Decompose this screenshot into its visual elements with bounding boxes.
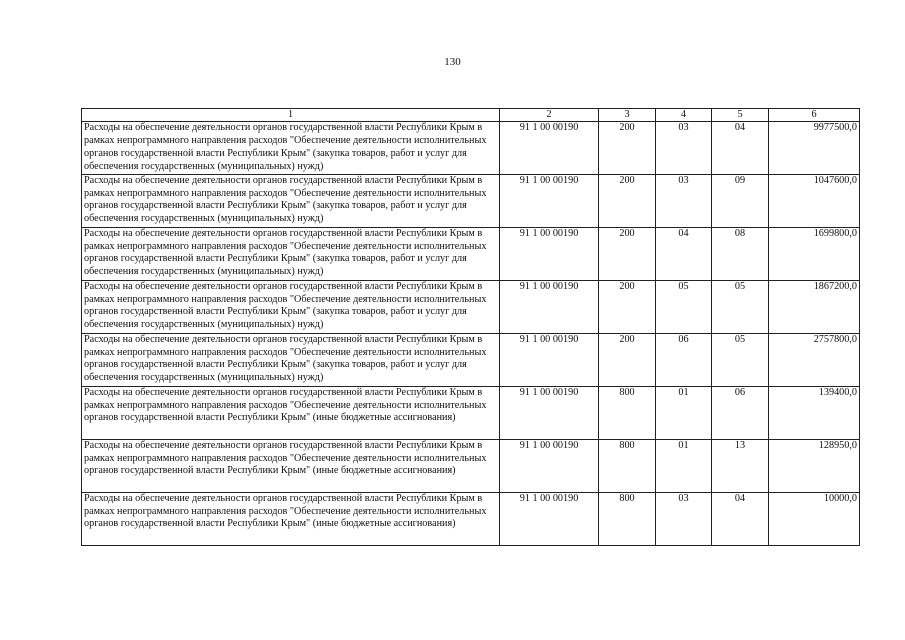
section-code: 01 [656,386,712,439]
section-code: 01 [656,439,712,492]
budget-table [81,108,860,546]
table-header-row [82,109,860,122]
table-row [82,439,860,492]
amount: 139400,0 [769,386,860,439]
subsection-code: 05 [712,280,769,333]
amount: 1867200,0 [769,280,860,333]
target-article-code: 91 1 00 00190 [500,122,599,175]
section-code: 03 [656,122,712,175]
expense-type-code: 200 [599,227,656,280]
target-article-code: 91 1 00 00190 [500,386,599,439]
amount: 9977500,0 [769,122,860,175]
target-article-code: 91 1 00 00190 [500,492,599,545]
target-article-code: 91 1 00 00190 [500,174,599,227]
table-row [82,227,860,280]
expense-description: Расходы на обеспечение деятельности органов государственной власти Республики Крым в рамках непрограммного направления расходов "Обеспечение деятельности исполнительных органов государственной власти Республики Крым" (закупка товаров, работ и услуг для обеспечения государственных (муниципальных) нужд) [82,174,500,227]
section-code: 03 [656,492,712,545]
expense-type-code: 200 [599,122,656,175]
section-code: 03 [656,174,712,227]
subsection-code: 04 [712,492,769,545]
table-row [82,280,860,333]
target-article-code: 91 1 00 00190 [500,333,599,386]
amount: 1699800,0 [769,227,860,280]
expense-type-code: 800 [599,386,656,439]
expense-description: Расходы на обеспечение деятельности органов государственной власти Республики Крым в рамках непрограммного направления расходов "Обеспечение деятельности исполнительных органов государственной власти Республики Крым" (иные бюджетные ассигнования) [82,492,500,545]
target-article-code: 91 1 00 00190 [500,280,599,333]
section-code: 06 [656,333,712,386]
amount: 2757800,0 [769,333,860,386]
target-article-code: 91 1 00 00190 [500,439,599,492]
subsection-code: 05 [712,333,769,386]
amount: 128950,0 [769,439,860,492]
header-col-5: 5 [712,109,769,122]
table-row [82,122,860,175]
expense-type-code: 200 [599,280,656,333]
expense-description: Расходы на обеспечение деятельности органов государственной власти Республики Крым в рамках непрограммного направления расходов "Обеспечение деятельности исполнительных органов государственной власти Республики Крым" (иные бюджетные ассигнования) [82,386,500,439]
expense-description: Расходы на обеспечение деятельности органов государственной власти Республики Крым в рамках непрограммного направления расходов "Обеспечение деятельности исполнительных органов государственной власти Республики Крым" (закупка товаров, работ и услуг для обеспечения государственных (муниципальных) нужд) [82,280,500,333]
expense-type-code: 200 [599,333,656,386]
expense-type-code: 800 [599,492,656,545]
section-code: 04 [656,227,712,280]
subsection-code: 09 [712,174,769,227]
subsection-code: 08 [712,227,769,280]
expense-description: Расходы на обеспечение деятельности органов государственной власти Республики Крым в рамках непрограммного направления расходов "Обеспечение деятельности исполнительных органов государственной власти Республики Крым" (закупка товаров, работ и услуг для обеспечения государственных (муниципальных) нужд) [82,227,500,280]
expense-description: Расходы на обеспечение деятельности органов государственной власти Республики Крым в рамках непрограммного направления расходов "Обеспечение деятельности исполнительных органов государственной власти Республики Крым" (закупка товаров, работ и услуг для обеспечения государственных (муниципальных) нужд) [82,333,500,386]
header-col-4: 4 [656,109,712,122]
expense-type-code: 200 [599,174,656,227]
subsection-code: 04 [712,122,769,175]
page-number: 130 [444,56,461,68]
table-row [82,174,860,227]
section-code: 05 [656,280,712,333]
header-col-1: 1 [82,109,500,122]
table-row [82,333,860,386]
expense-type-code: 800 [599,439,656,492]
subsection-code: 06 [712,386,769,439]
expense-description: Расходы на обеспечение деятельности органов государственной власти Республики Крым в рамках непрограммного направления расходов "Обеспечение деятельности исполнительных органов государственной власти Республики Крым" (иные бюджетные ассигнования) [82,439,500,492]
subsection-code: 13 [712,439,769,492]
amount: 1047600,0 [769,174,860,227]
header-col-3: 3 [599,109,656,122]
header-col-6: 6 [769,109,860,122]
header-col-2: 2 [500,109,599,122]
table-row [82,386,860,439]
target-article-code: 91 1 00 00190 [500,227,599,280]
table-row [82,492,860,545]
amount: 10000,0 [769,492,860,545]
expense-description: Расходы на обеспечение деятельности органов государственной власти Республики Крым в рамках непрограммного направления расходов "Обеспечение деятельности исполнительных органов государственной власти Республики Крым" (закупка товаров, работ и услуг для обеспечения государственных (муниципальных) нужд) [82,122,500,175]
